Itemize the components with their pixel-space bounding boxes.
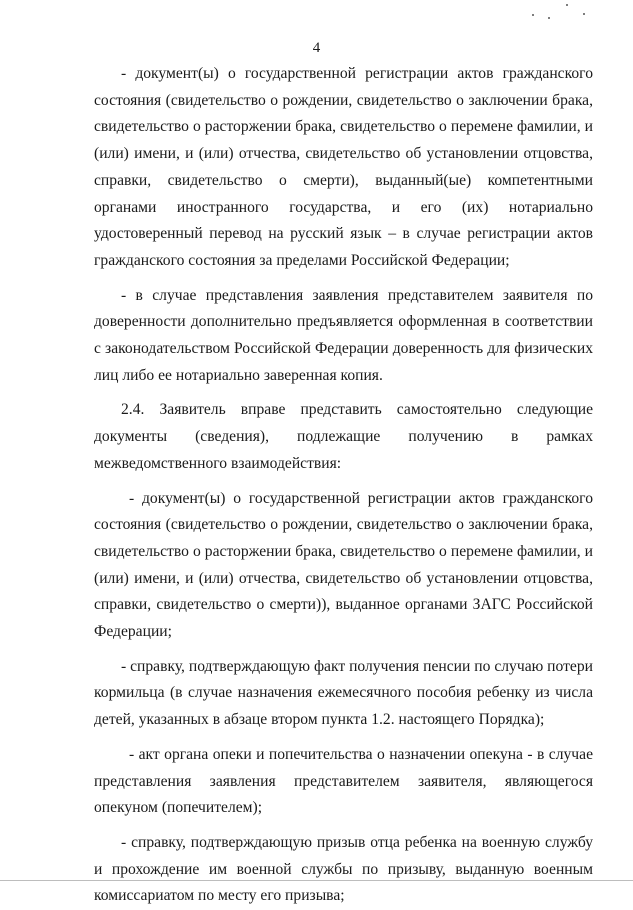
- document-body: [94, 61, 593, 910]
- scan-edge-line: [0, 880, 633, 881]
- paragraph-foreign-civil-documents: - документ(ы) о государственной регистрации актов гражданского состояния (свидетельство о рождении, свидетельство о заключении брака, свидетельство о расторжении брака, свидетельство о перемене фамилии, и (или) имени, и (или) отчества, свидетельство об установлении отцовства, справки, свидетельство о смерти), выданный(ые) компетентными органами иностранного государства, и его (их) нотариально удостоверенный перевод на русский язык – в случае регистрации актов гражданского состояния за пределами Российской Федерации;: [94, 65, 593, 269]
- scan-speck: [532, 14, 534, 16]
- paragraph-pension-certificate: - справку, подтверждающую факт получения пенсии по случаю потери кормильца (в случае назначения ежемесячного пособия ребенку из числа детей, указанных в абзаце втором пункта 1.2. настоящего Порядка);: [94, 657, 593, 729]
- paragraph-zags-documents: - документ(ы) о государственной регистрации актов гражданского состояния (свидетельство о рождении, свидетельство о заключении брака, свидетельство о расторжении брака, свидетельство о перемене фамилии, и (или) имени, и (или) отчества, свидетельство об установлении отцовства, справки, свидетельство о смерти)), выданное органами ЗАГС Российской Федерации;: [94, 489, 593, 641]
- paragraph-section-2-4: 2.4. Заявитель вправе представить самостоятельно следующие документы (сведения), подлежащие получению в рамках межведомственного взаимодействия:: [94, 401, 593, 472]
- scan-speck: [566, 4, 568, 6]
- scan-speck: [583, 13, 585, 15]
- page-number: 4: [312, 40, 321, 56]
- paragraph-power-of-attorney: - в случае представления заявления представителем заявителя по доверенности дополнительно предъявляется оформленная в соответствии с законодательством Российской Федерации доверенность для физических лиц либо ее нотариально заверенная копия.: [94, 286, 593, 384]
- scan-speck: [548, 17, 550, 19]
- paragraph-military-service-certificate: - справку, подтверждающую призыв отца ребенка на военную службу и прохождение им военной службы по призыву, выданную военным комиссариатом по месту его призыва;: [94, 833, 593, 905]
- paragraph-guardianship-act: - акт органа опеки и попечительства о назначении опекуна - в случае представления заявления представителем заявителя, являющегося опекуном (попечителем);: [94, 745, 593, 817]
